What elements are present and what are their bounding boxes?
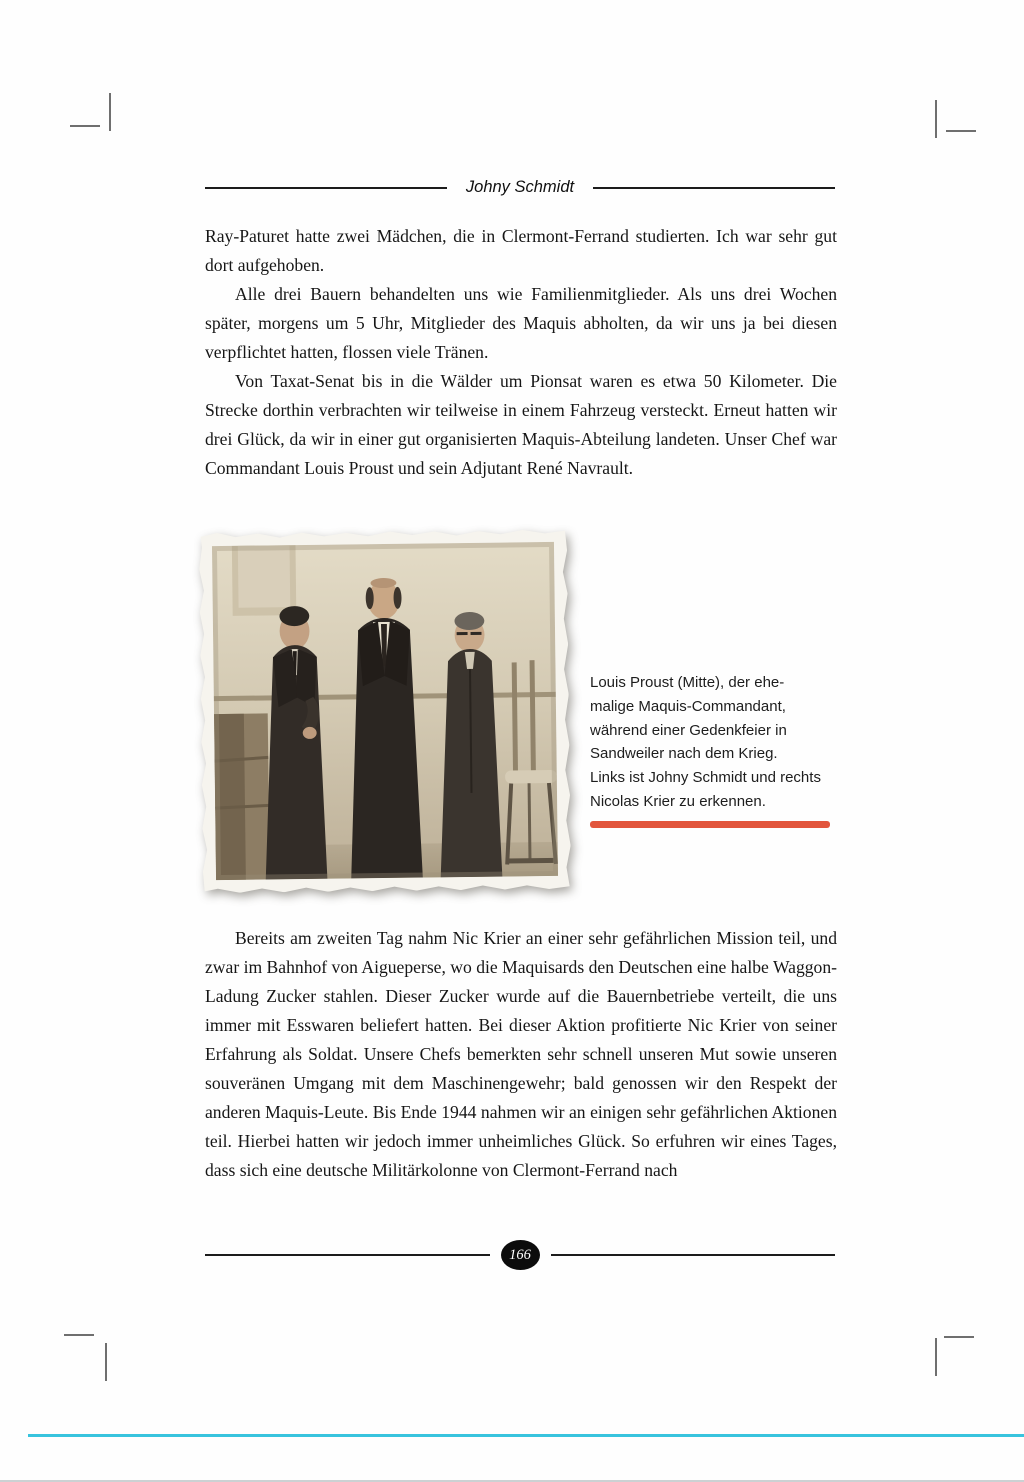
paragraph: Bereits am zweiten Tag nahm Nic Krier an einer sehr gefährlichen Mission teil, und zwar im Bahnhof von Aigueperse, wo die Maquisards den Deutschen eine halbe Waggon-Ladung Zucker stahlen. Dieser Zucker wurde auf die Bauernbetriebe verteilt, die uns immer mit Esswaren beliefert hatten. Bei dieser Aktion profitierte Nic Krier von seiner Erfahrung als Soldat. Unsere Chefs bemerkten sehr schnell unseren Mut sowie unseren souveränen Umgang mit dem Maschinengewehr; bald genossen wir den Respekt der anderen Maquis-Leute. Bis Ende 1944 nahmen wir an einigen sehr gefährlichen Aktionen teil. Hierbei hatten wir jedoch immer unheimliches Glück. So erfuhren wir eines Tages, dass sich eine deutsche Militärkolonne von Clermont-Ferrand nach [205, 928, 837, 1180]
caption-line: während einer Gedenkfeier in [590, 721, 787, 739]
footer-rule-left [205, 1254, 490, 1256]
crop-mark-top-right-horizontal [946, 130, 976, 132]
body-text-upper [205, 222, 837, 483]
header-rule-left [205, 187, 447, 189]
page-number: 166 [509, 1246, 531, 1263]
caption-line: malige Maquis-Commandant, [590, 697, 786, 715]
scanner-artifact-line [28, 1434, 1024, 1437]
photo-deckled-border [199, 529, 571, 893]
paragraph: Alle drei Bauern behandelten uns wie Familienmitglieder. Als uns drei Wochen später, morgens um 5 Uhr, Mitglieder des Maquis abholten, da wir uns ja bei diesen verpflichtet hatten, flossen viele Tränen. [205, 284, 837, 362]
header-title: Johny Schmidt [465, 178, 575, 196]
caption-line: Louis Proust (Mitte), der ehe- [590, 674, 785, 691]
crop-mark-bottom-left-horizontal [64, 1334, 94, 1336]
header-rule-right [593, 187, 835, 189]
caption-accent-bar [590, 821, 830, 828]
footer-rule-right [551, 1254, 836, 1256]
caption-line: Nicolas Krier zu erkennen. [590, 792, 766, 810]
page-header [205, 178, 835, 197]
page-footer [205, 1240, 835, 1270]
crop-mark-bottom-left-vertical [105, 1343, 107, 1381]
crop-mark-bottom-right-vertical [935, 1338, 937, 1376]
paragraph: Ray-Paturet hatte zwei Mädchen, die in Clermont-Ferrand studierten. Ich war sehr gut dort aufgehoben. [205, 226, 837, 275]
crop-mark-top-left-horizontal [70, 125, 100, 127]
paragraph: Von Taxat-Senat bis in die Wälder um Pionsat waren es etwa 50 Kilometer. Die Strecke dorthin verbrachten wir teilweise in einem Fahrzeug versteckt. Erneut hatten wir drei Glück, da wir in einer gut organisierten Maquis-Abteilung landeten. Unser Chef war Commandant Louis Proust und sein Adjutant René Navrault. [205, 371, 837, 478]
crop-mark-top-left-vertical [109, 93, 111, 131]
crop-mark-top-right-vertical [935, 100, 937, 138]
photo-three-men [212, 542, 558, 880]
page-number-badge [501, 1240, 540, 1270]
caption-line: Sandweiler nach dem Krieg. [590, 745, 778, 763]
crop-mark-bottom-right-horizontal [944, 1336, 974, 1338]
photo-caption [590, 671, 842, 814]
caption-line: Links ist Johny Schmidt und rechts [590, 769, 821, 787]
photo-frame [201, 531, 569, 891]
body-text-lower [205, 924, 837, 1185]
